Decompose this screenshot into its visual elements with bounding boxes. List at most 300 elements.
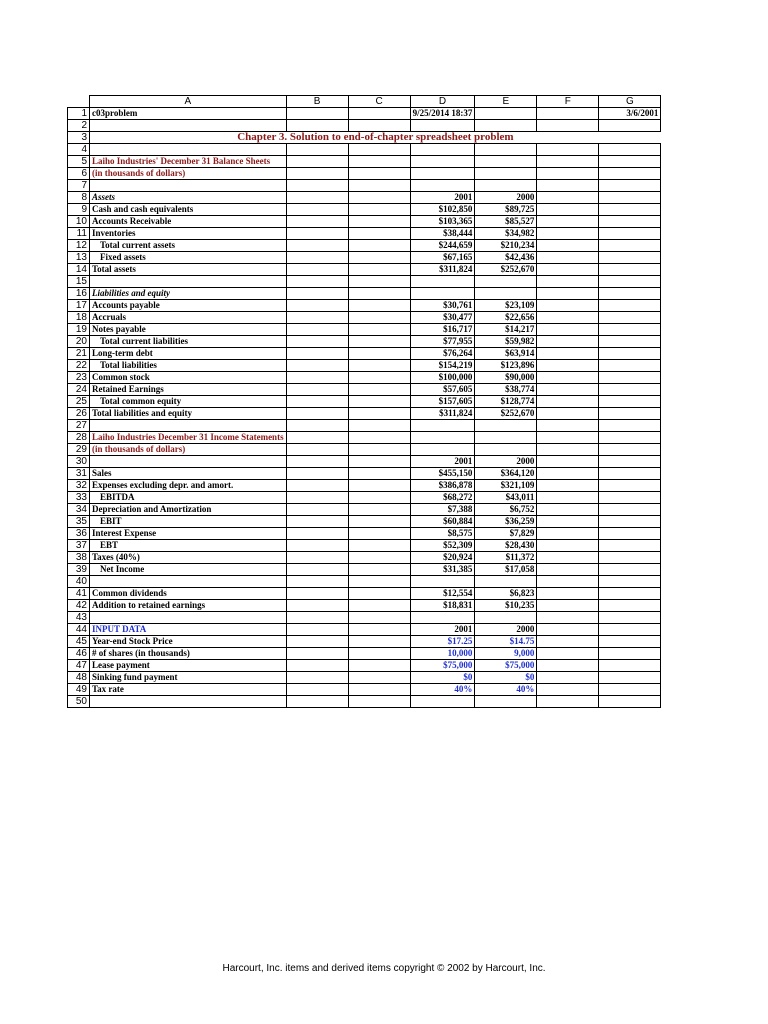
cell-label[interactable]: [90, 240, 287, 252]
cell[interactable]: [286, 336, 348, 348]
row-number[interactable]: 29: [68, 444, 90, 456]
cell-value-2000[interactable]: $75,000: [475, 660, 537, 672]
row-number[interactable]: 42: [68, 600, 90, 612]
cell-label[interactable]: [90, 660, 287, 672]
cell-value-2000[interactable]: [475, 120, 537, 132]
cell[interactable]: [286, 684, 348, 696]
cell[interactable]: [599, 576, 661, 588]
cell-value-2000[interactable]: $123,896: [475, 360, 537, 372]
cell[interactable]: [348, 684, 410, 696]
cell[interactable]: [537, 624, 599, 636]
cell-value-2001[interactable]: 10,000: [410, 648, 475, 660]
cell-label[interactable]: [90, 480, 287, 492]
cell[interactable]: [286, 588, 348, 600]
cell[interactable]: [537, 660, 599, 672]
cell-label[interactable]: [90, 684, 287, 696]
row-number[interactable]: 15: [68, 276, 90, 288]
cell[interactable]: [348, 312, 410, 324]
cell[interactable]: [348, 444, 410, 456]
cell[interactable]: [348, 192, 410, 204]
cell[interactable]: [599, 384, 661, 396]
row-number[interactable]: 40: [68, 576, 90, 588]
cell[interactable]: [348, 480, 410, 492]
cell[interactable]: [286, 360, 348, 372]
cell[interactable]: [599, 204, 661, 216]
cell-value-2000[interactable]: $7,829: [475, 528, 537, 540]
cell[interactable]: [348, 324, 410, 336]
cell[interactable]: [348, 420, 410, 432]
cell[interactable]: [286, 252, 348, 264]
cell-value-2000[interactable]: $36,259: [475, 516, 537, 528]
cell[interactable]: [410, 156, 475, 168]
cell[interactable]: [286, 468, 348, 480]
row-number[interactable]: 47: [68, 660, 90, 672]
cell[interactable]: [599, 312, 661, 324]
cell-value-2000[interactable]: [475, 696, 537, 708]
cell[interactable]: [286, 396, 348, 408]
cell[interactable]: [537, 468, 599, 480]
cell[interactable]: [537, 576, 599, 588]
cell[interactable]: [475, 108, 537, 120]
cell-label[interactable]: [90, 492, 287, 504]
cell-label[interactable]: [90, 564, 287, 576]
cell[interactable]: [599, 612, 661, 624]
cell[interactable]: [348, 528, 410, 540]
cell[interactable]: [286, 348, 348, 360]
cell[interactable]: [286, 576, 348, 588]
cell-label[interactable]: [90, 396, 287, 408]
cell[interactable]: [286, 228, 348, 240]
cell-value-2000[interactable]: $22,656: [475, 312, 537, 324]
cell[interactable]: [348, 516, 410, 528]
cell[interactable]: [599, 600, 661, 612]
cell[interactable]: [537, 672, 599, 684]
cell-label[interactable]: [90, 216, 287, 228]
cell-label[interactable]: [90, 588, 287, 600]
cell-value-2001[interactable]: [410, 288, 475, 300]
cell[interactable]: [348, 360, 410, 372]
cell[interactable]: [348, 432, 410, 444]
row-number[interactable]: 46: [68, 648, 90, 660]
cell[interactable]: [348, 252, 410, 264]
cell-value-2000[interactable]: 9,000: [475, 648, 537, 660]
cell[interactable]: [348, 108, 410, 120]
cell-value-2001[interactable]: [410, 180, 475, 192]
cell[interactable]: [286, 180, 348, 192]
cell-value-2001[interactable]: $103,365: [410, 216, 475, 228]
row-number[interactable]: 39: [68, 564, 90, 576]
row-number[interactable]: 44: [68, 624, 90, 636]
cell-value-2000[interactable]: [475, 612, 537, 624]
cell-label[interactable]: [90, 252, 287, 264]
cell[interactable]: [537, 252, 599, 264]
cell[interactable]: [599, 648, 661, 660]
cell-value-2001[interactable]: $100,000: [410, 372, 475, 384]
cell-value-2001[interactable]: $8,575: [410, 528, 475, 540]
cell[interactable]: [537, 324, 599, 336]
cell-value-2001[interactable]: $12,554: [410, 588, 475, 600]
cell[interactable]: [599, 372, 661, 384]
column-header[interactable]: F: [537, 96, 599, 108]
cell[interactable]: [348, 456, 410, 468]
cell[interactable]: [537, 192, 599, 204]
cell-label[interactable]: [90, 312, 287, 324]
cell-label[interactable]: [90, 324, 287, 336]
section-title[interactable]: [90, 156, 287, 168]
cell[interactable]: [599, 288, 661, 300]
cell[interactable]: [286, 312, 348, 324]
cell[interactable]: [286, 324, 348, 336]
cell-label[interactable]: [90, 348, 287, 360]
cell[interactable]: [410, 432, 475, 444]
row-number[interactable]: 8: [68, 192, 90, 204]
row-number[interactable]: 21: [68, 348, 90, 360]
cell-value-2000[interactable]: $6,752: [475, 504, 537, 516]
cell-value-2001[interactable]: $311,824: [410, 264, 475, 276]
cell-value-2000[interactable]: $364,120: [475, 468, 537, 480]
cell-label[interactable]: [90, 276, 287, 288]
row-number[interactable]: 45: [68, 636, 90, 648]
cell[interactable]: [348, 468, 410, 480]
cell-value-2001[interactable]: $20,924: [410, 552, 475, 564]
cell-label[interactable]: [90, 420, 287, 432]
cell[interactable]: [286, 288, 348, 300]
cell-value-2001[interactable]: $75,000: [410, 660, 475, 672]
cell[interactable]: [475, 432, 537, 444]
cell[interactable]: [537, 420, 599, 432]
cell-value-2001[interactable]: [410, 276, 475, 288]
cell-value-2000[interactable]: $210,234: [475, 240, 537, 252]
cell[interactable]: [599, 540, 661, 552]
cell[interactable]: [537, 108, 599, 120]
row-number[interactable]: 32: [68, 480, 90, 492]
cell[interactable]: [286, 540, 348, 552]
cell-value-2001[interactable]: $244,659: [410, 240, 475, 252]
cell[interactable]: [286, 408, 348, 420]
column-header[interactable]: D: [410, 96, 475, 108]
cell[interactable]: [286, 384, 348, 396]
row-number[interactable]: 5: [68, 156, 90, 168]
cell-value-2001[interactable]: $16,717: [410, 324, 475, 336]
cell-value-2000[interactable]: [475, 288, 537, 300]
cell-label[interactable]: [90, 696, 287, 708]
cell[interactable]: [599, 324, 661, 336]
column-header[interactable]: E: [475, 96, 537, 108]
cell[interactable]: [599, 492, 661, 504]
cell[interactable]: [599, 192, 661, 204]
cell[interactable]: [599, 252, 661, 264]
cell[interactable]: [348, 348, 410, 360]
cell-value-2001[interactable]: $0: [410, 672, 475, 684]
cell[interactable]: [599, 360, 661, 372]
cell[interactable]: [348, 228, 410, 240]
cell[interactable]: [599, 504, 661, 516]
cell[interactable]: [537, 432, 599, 444]
cell[interactable]: [348, 120, 410, 132]
cell-value-2000[interactable]: $0: [475, 672, 537, 684]
cell[interactable]: [348, 240, 410, 252]
row-number[interactable]: 50: [68, 696, 90, 708]
cell[interactable]: [537, 228, 599, 240]
cell-value-2000[interactable]: $11,372: [475, 552, 537, 564]
row-number[interactable]: 2: [68, 120, 90, 132]
cell-label[interactable]: [90, 672, 287, 684]
cell[interactable]: [286, 648, 348, 660]
cell[interactable]: [286, 444, 348, 456]
cell-value-2001[interactable]: $17.25: [410, 636, 475, 648]
cell-value-2001[interactable]: [410, 576, 475, 588]
cell-value-2001[interactable]: 40%: [410, 684, 475, 696]
cell-value-2001[interactable]: $311,824: [410, 408, 475, 420]
cell-label[interactable]: [90, 648, 287, 660]
cell[interactable]: [286, 204, 348, 216]
cell[interactable]: [348, 216, 410, 228]
row-number[interactable]: 7: [68, 180, 90, 192]
cell[interactable]: [348, 612, 410, 624]
cell[interactable]: [286, 264, 348, 276]
row-number[interactable]: 10: [68, 216, 90, 228]
cell[interactable]: [348, 696, 410, 708]
cell[interactable]: [537, 120, 599, 132]
cell-label[interactable]: [90, 636, 287, 648]
cell[interactable]: [599, 624, 661, 636]
cell-value-2000[interactable]: $28,430: [475, 540, 537, 552]
cell-value-2001[interactable]: 2001: [410, 192, 475, 204]
cell[interactable]: [286, 300, 348, 312]
cell-value-2000[interactable]: $90,000: [475, 372, 537, 384]
cell[interactable]: [537, 144, 599, 156]
cell[interactable]: [348, 564, 410, 576]
cell[interactable]: [475, 156, 537, 168]
cell[interactable]: [537, 540, 599, 552]
row-number[interactable]: 26: [68, 408, 90, 420]
cell[interactable]: [599, 168, 661, 180]
cell[interactable]: [599, 696, 661, 708]
cell[interactable]: [286, 672, 348, 684]
cell[interactable]: [599, 444, 661, 456]
cell[interactable]: [348, 372, 410, 384]
cell-value-2000[interactable]: $252,670: [475, 408, 537, 420]
cell[interactable]: [599, 300, 661, 312]
cell[interactable]: [286, 612, 348, 624]
cell[interactable]: [537, 216, 599, 228]
cell-d1-date[interactable]: 9/25/2014 18:37: [410, 108, 475, 120]
cell[interactable]: [599, 456, 661, 468]
cell[interactable]: [286, 456, 348, 468]
cell[interactable]: [599, 468, 661, 480]
cell-value-2000[interactable]: $14,217: [475, 324, 537, 336]
row-number[interactable]: 14: [68, 264, 90, 276]
cell[interactable]: [348, 300, 410, 312]
cell[interactable]: [537, 684, 599, 696]
row-number[interactable]: 9: [68, 204, 90, 216]
row-number[interactable]: 30: [68, 456, 90, 468]
cell[interactable]: [599, 432, 661, 444]
cell-value-2001[interactable]: $102,850: [410, 204, 475, 216]
cell-label[interactable]: [90, 144, 287, 156]
cell-value-2000[interactable]: [475, 144, 537, 156]
cell-label[interactable]: [90, 288, 287, 300]
cell-value-2000[interactable]: 40%: [475, 684, 537, 696]
cell-value-2001[interactable]: $386,878: [410, 480, 475, 492]
cell-value-2000[interactable]: $14.75: [475, 636, 537, 648]
cell[interactable]: [286, 624, 348, 636]
cell[interactable]: [348, 636, 410, 648]
cell[interactable]: [348, 168, 410, 180]
cell-value-2000[interactable]: 2000: [475, 192, 537, 204]
cell[interactable]: [537, 396, 599, 408]
cell[interactable]: [537, 588, 599, 600]
cell[interactable]: [537, 288, 599, 300]
cell-label[interactable]: [90, 228, 287, 240]
row-number[interactable]: 27: [68, 420, 90, 432]
section-title[interactable]: [90, 444, 287, 456]
cell-value-2000[interactable]: $6,823: [475, 588, 537, 600]
cell[interactable]: [286, 192, 348, 204]
cell[interactable]: [599, 552, 661, 564]
cell[interactable]: [348, 660, 410, 672]
cell[interactable]: [599, 180, 661, 192]
cell-value-2001[interactable]: $77,955: [410, 336, 475, 348]
cell-value-2000[interactable]: 2000: [475, 456, 537, 468]
row-number[interactable]: 41: [68, 588, 90, 600]
cell[interactable]: [599, 144, 661, 156]
cell-value-2000[interactable]: $43,011: [475, 492, 537, 504]
cell[interactable]: [286, 600, 348, 612]
cell[interactable]: [348, 588, 410, 600]
cell[interactable]: [286, 564, 348, 576]
row-number[interactable]: 18: [68, 312, 90, 324]
cell[interactable]: [286, 240, 348, 252]
cell-label[interactable]: [90, 180, 287, 192]
row-number[interactable]: 13: [68, 252, 90, 264]
cell-value-2001[interactable]: $30,477: [410, 312, 475, 324]
row-number[interactable]: 28: [68, 432, 90, 444]
cell[interactable]: [286, 516, 348, 528]
cell[interactable]: [348, 600, 410, 612]
cell-value-2000[interactable]: $10,235: [475, 600, 537, 612]
cell[interactable]: [348, 288, 410, 300]
cell[interactable]: [286, 120, 348, 132]
cell-value-2001[interactable]: $7,388: [410, 504, 475, 516]
cell[interactable]: [348, 156, 410, 168]
section-title[interactable]: [90, 432, 287, 444]
cell[interactable]: [348, 144, 410, 156]
cell-label[interactable]: [90, 612, 287, 624]
cell[interactable]: [537, 384, 599, 396]
cell[interactable]: [599, 480, 661, 492]
cell-label[interactable]: [90, 204, 287, 216]
cell[interactable]: [599, 348, 661, 360]
cell[interactable]: [286, 276, 348, 288]
cell-label[interactable]: [90, 372, 287, 384]
cell-value-2000[interactable]: [475, 420, 537, 432]
cell-value-2001[interactable]: [410, 420, 475, 432]
cell-label[interactable]: [90, 504, 287, 516]
cell[interactable]: [599, 528, 661, 540]
cell-label[interactable]: [90, 600, 287, 612]
row-number[interactable]: 35: [68, 516, 90, 528]
row-number[interactable]: 48: [68, 672, 90, 684]
cell[interactable]: [348, 276, 410, 288]
cell-label[interactable]: [90, 624, 287, 636]
cell-value-2001[interactable]: $67,165: [410, 252, 475, 264]
cell[interactable]: [475, 444, 537, 456]
row-number[interactable]: 37: [68, 540, 90, 552]
cell-value-2000[interactable]: $23,109: [475, 300, 537, 312]
cell[interactable]: [537, 408, 599, 420]
row-number[interactable]: 33: [68, 492, 90, 504]
row-number[interactable]: 22: [68, 360, 90, 372]
cell[interactable]: [348, 504, 410, 516]
row-number[interactable]: 20: [68, 336, 90, 348]
cell[interactable]: [286, 480, 348, 492]
sheet-title[interactable]: Chapter 3. Solution to end-of-chapter spreadsheet problem: [237, 131, 514, 143]
cell[interactable]: [348, 204, 410, 216]
cell-label[interactable]: [90, 120, 287, 132]
cell[interactable]: [599, 408, 661, 420]
cell-value-2000[interactable]: [475, 576, 537, 588]
cell-value-2000[interactable]: $34,982: [475, 228, 537, 240]
cell[interactable]: [599, 516, 661, 528]
cell[interactable]: [537, 168, 599, 180]
cell[interactable]: [599, 120, 661, 132]
cell[interactable]: [537, 636, 599, 648]
cell-value-2001[interactable]: $68,272: [410, 492, 475, 504]
cell-value-2000[interactable]: $128,774: [475, 396, 537, 408]
cell[interactable]: [286, 552, 348, 564]
cell[interactable]: [537, 648, 599, 660]
cell[interactable]: [286, 168, 348, 180]
cell-value-2001[interactable]: $455,150: [410, 468, 475, 480]
cell-label[interactable]: [90, 576, 287, 588]
cell[interactable]: [410, 168, 475, 180]
cell-label[interactable]: [90, 336, 287, 348]
cell[interactable]: [286, 696, 348, 708]
cell[interactable]: [348, 624, 410, 636]
cell-label[interactable]: [90, 456, 287, 468]
cell[interactable]: [475, 168, 537, 180]
cell[interactable]: [537, 276, 599, 288]
cell[interactable]: [537, 240, 599, 252]
cell-value-2000[interactable]: $85,527: [475, 216, 537, 228]
cell[interactable]: [348, 396, 410, 408]
cell[interactable]: [348, 336, 410, 348]
row-number[interactable]: 25: [68, 396, 90, 408]
cell[interactable]: [537, 312, 599, 324]
cell[interactable]: [348, 492, 410, 504]
cell[interactable]: [537, 360, 599, 372]
cell[interactable]: [286, 420, 348, 432]
cell-value-2001[interactable]: $60,884: [410, 516, 475, 528]
cell-value-2000[interactable]: $17,058: [475, 564, 537, 576]
cell-value-2001[interactable]: [410, 120, 475, 132]
cell[interactable]: [599, 336, 661, 348]
row-number[interactable]: 17: [68, 300, 90, 312]
cell-value-2000[interactable]: $42,436: [475, 252, 537, 264]
cell[interactable]: [537, 456, 599, 468]
cell-value-2001[interactable]: [410, 612, 475, 624]
cell-value-2001[interactable]: $18,831: [410, 600, 475, 612]
cell[interactable]: [410, 444, 475, 456]
cell[interactable]: [348, 384, 410, 396]
cell[interactable]: [537, 492, 599, 504]
row-number[interactable]: 6: [68, 168, 90, 180]
cell[interactable]: [599, 636, 661, 648]
cell[interactable]: [537, 372, 599, 384]
cell-value-2000[interactable]: $59,982: [475, 336, 537, 348]
cell[interactable]: [599, 264, 661, 276]
